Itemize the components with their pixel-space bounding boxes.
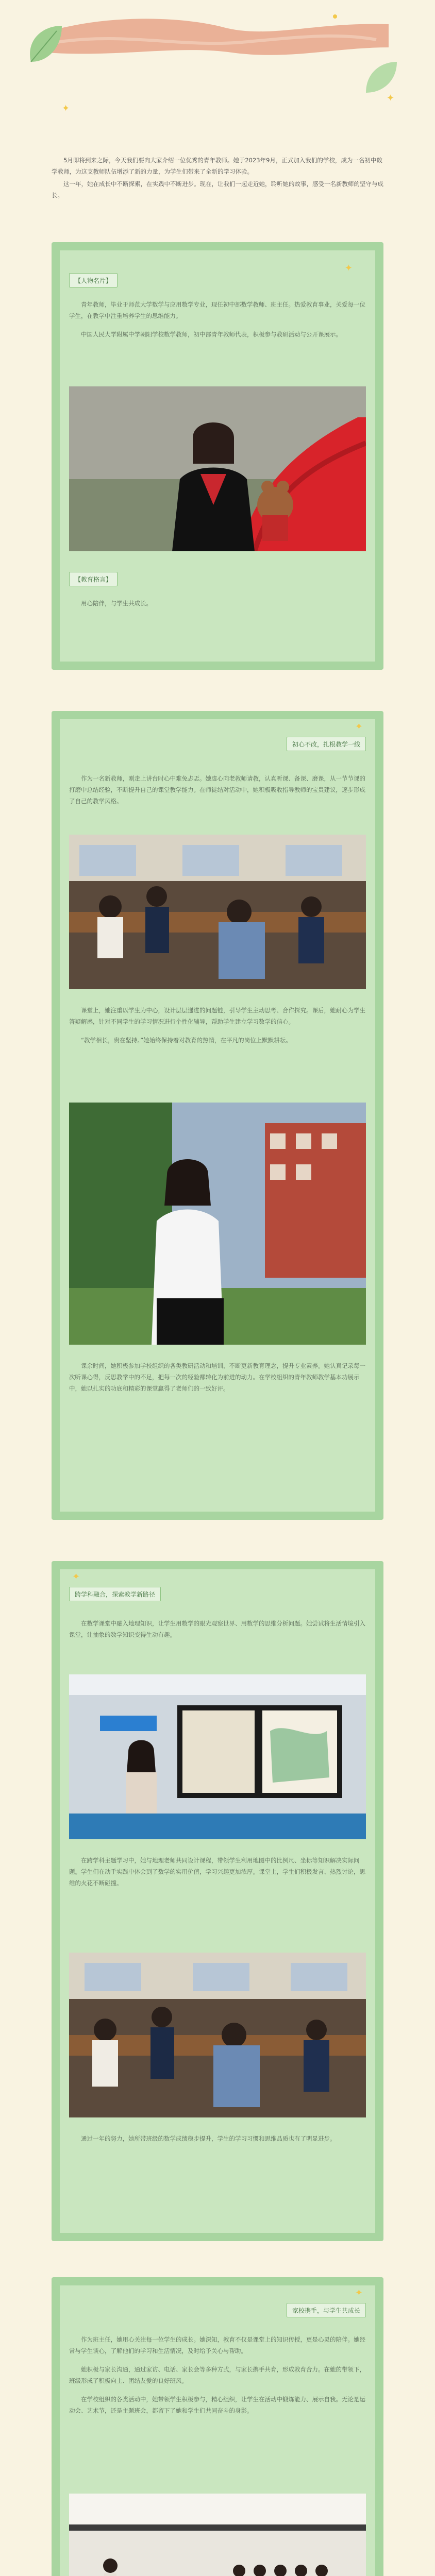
interdisciplinary-tag: 跨学科融合，探索教学新路径	[69, 1587, 161, 1601]
profile-paragraph: 中国人民大学附属中学朝阳学校数学教师，初中部青年教师代表，积极参与教研活动与公开课展示。	[81, 331, 342, 338]
portrait-photo	[69, 386, 366, 551]
interdisciplinary-paragraph: 通过一年的努力，她所带班级的数学成绩稳步提升，学生的学习习惯和思维品质也有了明显进步。	[81, 2135, 336, 2142]
section-profile	[52, 242, 383, 670]
intro-paragraph: 这一年，她在成长中不断探索，在实践中不断进步。现在，让我们一起走近她，聆听她的故事，感受一名新教师的坚守与成长。	[52, 180, 383, 199]
section-teaching	[52, 711, 383, 1520]
header-banner	[0, 0, 435, 170]
teaching-tag: 初心不改，扎根教学一线	[287, 737, 366, 751]
sparkle-icon: ✦	[355, 721, 363, 732]
sparkle-icon: ✦	[355, 2287, 363, 2298]
sparkle-icon: ✦	[62, 103, 70, 114]
motto-tag: 【教育格言】	[69, 572, 118, 586]
section-homeroom	[52, 2277, 383, 2576]
homeroom-tag: 家校携手，与学生共成长	[287, 2303, 366, 2317]
motto-paragraph: 用心陪伴，与学生共成长。	[81, 600, 152, 607]
teaching-paragraph: 作为一名新教师，刚走上讲台时心中难免忐忑。她虚心向老教师请教，认真听课、备课、磨课，从一节节课的打磨中总结经验，不断提升自己的课堂教学能力。在师徒结对活动中，她积极吸收指导教师的宝贵建议，逐步形成了自己的教学风格。	[69, 775, 365, 805]
leaf-icon	[361, 57, 402, 98]
teaching-paragraph: 课堂上，她注重以学生为中心，设计层层递进的问题链，引导学生主动思考、合作探究。课后，她耐心为学生答疑解惑，针对不同学生的学习情况进行个性化辅导，帮助学生建立学习数学的信心。	[69, 1007, 365, 1025]
homeroom-paragraph: 在学校组织的各类活动中，她带领学生积极参与，精心组织，让学生在活动中锻炼能力、展示自我。无论是运动会、艺术节，还是主题班会，都留下了她和学生们共同奋斗的身影。	[69, 2396, 365, 2414]
sparkle-icon: ✦	[387, 93, 395, 104]
section-interdisciplinary	[52, 1561, 383, 2241]
profile-paragraph: 青年教师，毕业于师范大学数学与应用数学专业，现任初中部数学教师、班主任。热爱教育事业，关爱每一位学生，在教学中注重培养学生的思维能力。	[69, 301, 365, 319]
profile-tag: 【人物名片】	[69, 273, 118, 287]
classroom-photo	[69, 835, 366, 989]
sparkle-icon: ✦	[72, 1571, 80, 1582]
homeroom-paragraph: 作为班主任，她用心关注每一位学生的成长。她深知，教育不仅是课堂上的知识传授，更是心灵的陪伴。她经常与学生谈心，了解他们的学习和生活情况，及时给予关心与帮助。	[69, 2336, 365, 2354]
intro-paragraph: 5月即将到来之际，今天我们要向大家介绍一位优秀的青年教师。她于2023年9月，正式加入我们的学校，成为一名初中数学教师，为这支教师队伍增添了新的力量，为学生们带来了全新的学习体验。	[52, 157, 382, 175]
homeroom-paragraph: 她积极与家长沟通，通过家访、电话、家长会等多种方式，与家长携手共育，形成教育合力。在她的带领下，班级形成了积极向上、团结友爱的良好班风。	[69, 2366, 365, 2384]
teacher-portrait-photo	[69, 1103, 366, 1345]
gym-activity-photo	[69, 2494, 366, 2576]
group-study-photo	[69, 1953, 366, 2117]
leaf-icon	[21, 21, 67, 67]
interdisciplinary-paragraph: 在数学课堂中融入地理知识，让学生用数学的眼光观察世界、用数学的思维分析问题。她尝试将生活情境引入课堂，让抽象的数学知识变得生动有趣。	[69, 1620, 365, 1638]
header-decoration	[46, 11, 389, 73]
teaching-paragraph: 课余时间，她积极参加学校组织的各类教研活动和培训，不断更新教育理念，提升专业素养。她认真记录每一次听课心得，反思教学中的不足，把每一次的经验都转化为前进的动力。在学校组织的青年教师教学基本功展示中，她以扎实的功底和精彩的课堂赢得了老师们的一致好评。	[69, 1362, 365, 1392]
intro-text	[52, 155, 383, 202]
lecture-photo	[69, 1674, 366, 1839]
interdisciplinary-paragraph: 在跨学科主题学习中，她与地理老师共同设计课程，带领学生利用地图中的比例尺、坐标等知识解决实际问题。学生们在动手实践中体会到了数学的实用价值，学习兴趣更加浓厚。课堂上，学生们积极发言、热烈讨论，思维的火花不断碰撞。	[69, 1857, 365, 1887]
sparkle-icon: ✦	[344, 263, 353, 274]
teaching-paragraph: “教学相长，贵在坚持。”她始终保持着对教育的热情，在平凡的岗位上默默耕耘。	[81, 1037, 292, 1044]
